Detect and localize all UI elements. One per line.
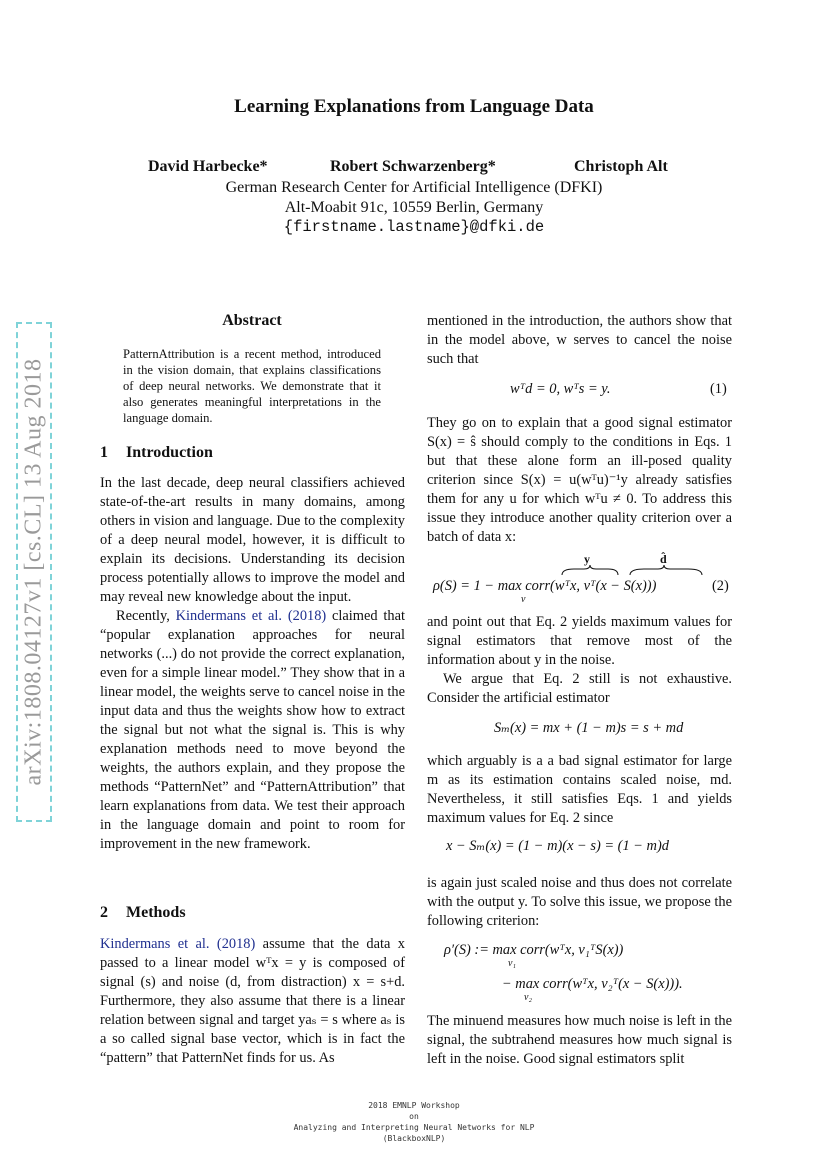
abstract-text: PatternAttribution is a recent method, introduced in the vision domain, that explains classifications of deep neural networks. We demonstrate that it also generates meaningful interpretations in the language domain. bbox=[123, 347, 381, 425]
equation-5-line1: ρ′(S) := max corr(wᵀx, v₁ᵀS(x)) bbox=[444, 942, 624, 958]
right-paragraph-2: They go on to explain that a good signal estimator S(x) = ŝ should comply to the conditions in Eqs. 1 but that these alone form an ill-posed quality criterion since S(x) = u(wᵀu)⁻¹y already satisfies them for any u for which wᵀu ≠ 0. To address this issue they introduce another quality criterion over a batch of data x: bbox=[427, 415, 732, 545]
equation-5-line2-subscript: v₂ bbox=[524, 992, 532, 1003]
intro-paragraph-2 bbox=[100, 607, 405, 854]
intro-p2-post: claimed that “popular explanation approaches for neural networks (...) do not provide the correct explanation, even for a simple linear model.” They show that in a linear model, the weights serve to cancel noise in the input data and thus the weights show how to extract the signal but not what the signal is. This is why explanation methods need to move beyond the weights, the authors explain, and they propose the methods “PatternNet” and “PatternAttribution” that learn explanations from data. We test their approach in the language domain and point to room for improvement in the new framework. bbox=[100, 608, 405, 852]
equation-2: ρ(S) = 1 − max corr(wᵀx, vᵀ(x − S(x))) bbox=[433, 578, 657, 594]
equation-2-overbrace-y: y bbox=[584, 552, 590, 566]
methods-paragraph-1 bbox=[100, 935, 405, 1068]
affiliation-email: {firstname.lastname}@dfki.de bbox=[283, 218, 545, 236]
section-introduction-heading bbox=[100, 444, 213, 462]
equation-2-subscript: v bbox=[521, 594, 526, 605]
methods-p1-post: assume that the data x passed to a linear model wᵀx = y is composed of signal (s) and noise (d, from distraction) x = s+d. Furthermore, they also assume that there is a linear relation between signal and target yaₛ = s where aₛ is a so called signal base vector, which is in fact the “pattern” that PatternNet finds for us. As bbox=[100, 936, 405, 1066]
methods-body bbox=[100, 935, 405, 1068]
citation-link[interactable]: Kindermans et al. (2018) bbox=[175, 608, 327, 624]
citation-link[interactable]: Kindermans et al. (2018) bbox=[100, 936, 256, 952]
paper-title: Learning Explanations from Language Data bbox=[234, 96, 594, 117]
affiliation-line1: German Research Center for Artificial Intelligence (DFKI) bbox=[225, 179, 603, 196]
right-paragraph-5: which arguably is a a bad signal estimator for large m as its estimation contains scaled noise, md. Nevertheless, it still satisfies Eqs. 1 and yields maximum values for Eq. 2 since bbox=[427, 753, 732, 826]
section-number: 2 bbox=[100, 904, 108, 921]
equation-1-number: (1) bbox=[710, 381, 727, 397]
equation-2-overbrace-d: d̂ bbox=[660, 552, 667, 566]
section-methods-heading bbox=[100, 904, 186, 922]
right-paragraph-1: mentioned in the introduction, the authors show that in the model above, w serves to cancel the noise such that bbox=[427, 313, 732, 367]
equation-5-line2: − max corr(wᵀx, v₂ᵀ(x − S(x))). bbox=[502, 976, 683, 992]
affiliation-line2: Alt-Moabit 91c, 10559 Berlin, Germany bbox=[284, 199, 544, 216]
equation-5-line1-subscript: v₁ bbox=[508, 958, 516, 969]
footer-line2: on bbox=[409, 1112, 419, 1121]
intro-paragraph-1: In the last decade, deep neural classifiers achieved state-of-the-art results in many domains, among others in vision and language. Due to the complexity of a deep neural model, however, it is difficult to explain its decisions. Understanding its decision process potentially allows to improve the model and may reveal new knowledge about the input. bbox=[100, 475, 405, 605]
intro-p2-pre: Recently, bbox=[116, 608, 176, 624]
right-paragraph-4: We argue that Eq. 2 still is not exhaustive. Consider the artificial estimator bbox=[427, 671, 732, 706]
arxiv-stamp-text: arXiv:1808.04127v1 [cs.CL] 13 Aug 2018 bbox=[20, 358, 47, 786]
right-paragraph-7: The minuend measures how much noise is left in the signal, the subtrahend measures how much signal is left in the noise. Good signal estimators split bbox=[427, 1013, 732, 1067]
author-3: Christoph Alt bbox=[574, 158, 668, 175]
intro-body bbox=[100, 474, 405, 854]
footer-line3: Analyzing and Interpreting Neural Networks for NLP bbox=[293, 1123, 535, 1132]
equation-2-overbraces bbox=[560, 565, 710, 577]
author-2: Robert Schwarzenberg* bbox=[330, 158, 496, 175]
right-paragraph-3: and point out that Eq. 2 yields maximum values for signal estimators that remove most of the information about y in the noise. bbox=[427, 614, 732, 668]
equation-4: x − Sₘ(x) = (1 − m)(x − s) = (1 − m)d bbox=[446, 838, 669, 854]
abstract-heading: Abstract bbox=[222, 312, 282, 329]
section-title: Introduction bbox=[126, 444, 213, 461]
equation-3: Sₘ(x) = mx + (1 − m)s = s + md bbox=[494, 720, 684, 736]
section-number: 1 bbox=[100, 444, 108, 461]
equation-1: wᵀd = 0, wᵀs = y. bbox=[510, 381, 611, 397]
footer-line4: (BlackboxNLP) bbox=[382, 1134, 446, 1143]
right-paragraph-6: is again just scaled noise and thus does not correlate with the output y. To solve this issue, we propose the following criterion: bbox=[427, 875, 732, 929]
section-title: Methods bbox=[126, 904, 186, 921]
equation-2-number: (2) bbox=[712, 578, 729, 594]
author-1: David Harbecke* bbox=[148, 158, 268, 175]
arxiv-stamp bbox=[16, 322, 52, 822]
footer-line1: 2018 EMNLP Workshop bbox=[368, 1101, 460, 1110]
